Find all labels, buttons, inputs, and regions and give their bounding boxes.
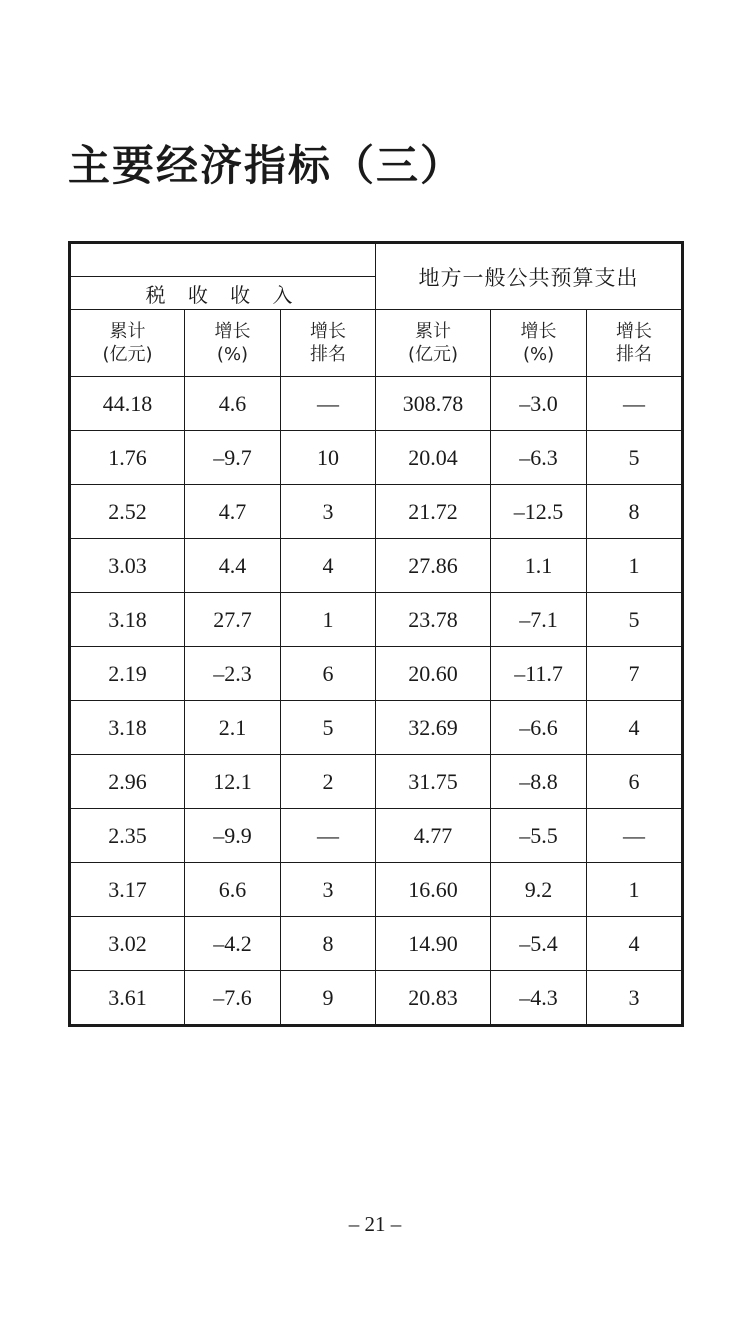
table-cell: 4 xyxy=(587,917,683,971)
table-cell: 1 xyxy=(587,863,683,917)
table-cell: 12.1 xyxy=(185,755,281,809)
table-cell: –7.1 xyxy=(491,593,587,647)
indicator-table xyxy=(68,241,684,1027)
table-cell: 4.6 xyxy=(185,377,281,431)
table-cell: 9.2 xyxy=(491,863,587,917)
page-number: – 21 – xyxy=(348,1212,402,1236)
table-cell: 1 xyxy=(281,593,376,647)
header-spacer-row xyxy=(70,243,683,277)
table-cell: –6.6 xyxy=(491,701,587,755)
table-cell: 20.83 xyxy=(376,971,491,1026)
table-cell: 20.04 xyxy=(376,431,491,485)
table-cell: 8 xyxy=(281,917,376,971)
column-header-line2: (%) xyxy=(216,344,249,365)
table-cell: 6.6 xyxy=(185,863,281,917)
table-cell: 4.7 xyxy=(185,485,281,539)
table-cell: –11.7 xyxy=(491,647,587,701)
table-row xyxy=(70,701,683,755)
column-header xyxy=(185,310,281,377)
table-cell: 20.60 xyxy=(376,647,491,701)
table-cell: –9.9 xyxy=(185,809,281,863)
table-cell: 14.90 xyxy=(376,917,491,971)
table-cell: 308.78 xyxy=(376,377,491,431)
table-cell: 2.96 xyxy=(70,755,185,809)
table-row xyxy=(70,431,683,485)
table-cell: 2 xyxy=(281,755,376,809)
column-header-line1: 累计 xyxy=(109,321,146,342)
table-cell: — xyxy=(281,809,376,863)
page-title: 主要经济指标（三） xyxy=(68,141,465,190)
table-cell: 3 xyxy=(281,863,376,917)
column-header-line2: (亿元) xyxy=(102,344,153,365)
table-cell: 3.18 xyxy=(70,593,185,647)
table-cell: — xyxy=(587,377,683,431)
table-cell: 2.35 xyxy=(70,809,185,863)
table-cell: 2.1 xyxy=(185,701,281,755)
table-cell: 9 xyxy=(281,971,376,1026)
table-cell: 3 xyxy=(587,971,683,1026)
table-cell: 3 xyxy=(281,485,376,539)
table-row xyxy=(70,917,683,971)
table-cell: 7 xyxy=(587,647,683,701)
tax-revenue-group-header: 税 收 收 入 xyxy=(70,277,376,310)
table-cell: 16.60 xyxy=(376,863,491,917)
column-header xyxy=(491,310,587,377)
table-cell: 10 xyxy=(281,431,376,485)
table-cell: 27.86 xyxy=(376,539,491,593)
table-row xyxy=(70,539,683,593)
table-cell: –5.4 xyxy=(491,917,587,971)
table-cell: 3.18 xyxy=(70,701,185,755)
table-cell: — xyxy=(587,809,683,863)
table-cell: –9.7 xyxy=(185,431,281,485)
table-row xyxy=(70,755,683,809)
column-header-line2: 排名 xyxy=(310,344,347,365)
table-cell: 6 xyxy=(281,647,376,701)
table-cell: 5 xyxy=(587,431,683,485)
table-cell: 23.78 xyxy=(376,593,491,647)
table-cell: –8.8 xyxy=(491,755,587,809)
table-row xyxy=(70,647,683,701)
table-row xyxy=(70,809,683,863)
table-cell: 32.69 xyxy=(376,701,491,755)
column-header xyxy=(281,310,376,377)
table-cell: — xyxy=(281,377,376,431)
table-cell: 1.76 xyxy=(70,431,185,485)
column-header-line2: (亿元) xyxy=(408,344,459,365)
table-cell: 4.77 xyxy=(376,809,491,863)
table-cell: 8 xyxy=(587,485,683,539)
table-cell: 1 xyxy=(587,539,683,593)
table-cell: –5.5 xyxy=(491,809,587,863)
column-header-line1: 增长 xyxy=(520,321,557,342)
table-cell: –3.0 xyxy=(491,377,587,431)
table-cell: 6 xyxy=(587,755,683,809)
table-cell: –4.2 xyxy=(185,917,281,971)
table-cell: 4 xyxy=(281,539,376,593)
table-row xyxy=(70,593,683,647)
table-cell: 5 xyxy=(587,593,683,647)
column-header-line1: 累计 xyxy=(415,321,452,342)
table-row xyxy=(70,377,683,431)
table-cell: –2.3 xyxy=(185,647,281,701)
table-cell: 4 xyxy=(587,701,683,755)
table-cell: –6.3 xyxy=(491,431,587,485)
table-row xyxy=(70,485,683,539)
column-header-line1: 增长 xyxy=(616,321,653,342)
table-cell: –4.3 xyxy=(491,971,587,1026)
table-cell: 3.17 xyxy=(70,863,185,917)
table-cell: 31.75 xyxy=(376,755,491,809)
table-cell: 5 xyxy=(281,701,376,755)
column-header-line2: (%) xyxy=(522,344,555,365)
table-cell: 1.1 xyxy=(491,539,587,593)
expenditure-group-header: 地方一般公共预算支出 xyxy=(376,243,683,310)
table-row xyxy=(70,863,683,917)
column-header-line1: 增长 xyxy=(214,321,251,342)
column-header-line2: 排名 xyxy=(616,344,653,365)
table-cell: –7.6 xyxy=(185,971,281,1026)
column-header-line1: 增长 xyxy=(310,321,347,342)
table-cell: –12.5 xyxy=(491,485,587,539)
table-cell: 27.7 xyxy=(185,593,281,647)
column-header xyxy=(376,310,491,377)
column-header-row xyxy=(70,310,683,377)
table-cell: 21.72 xyxy=(376,485,491,539)
column-header xyxy=(587,310,683,377)
blank-header-cell xyxy=(70,243,376,277)
table-cell: 2.52 xyxy=(70,485,185,539)
table-cell: 3.02 xyxy=(70,917,185,971)
table-cell: 44.18 xyxy=(70,377,185,431)
table-cell: 3.61 xyxy=(70,971,185,1026)
column-header xyxy=(70,310,185,377)
table-row xyxy=(70,971,683,1026)
table-cell: 3.03 xyxy=(70,539,185,593)
table-cell: 2.19 xyxy=(70,647,185,701)
table-cell: 4.4 xyxy=(185,539,281,593)
